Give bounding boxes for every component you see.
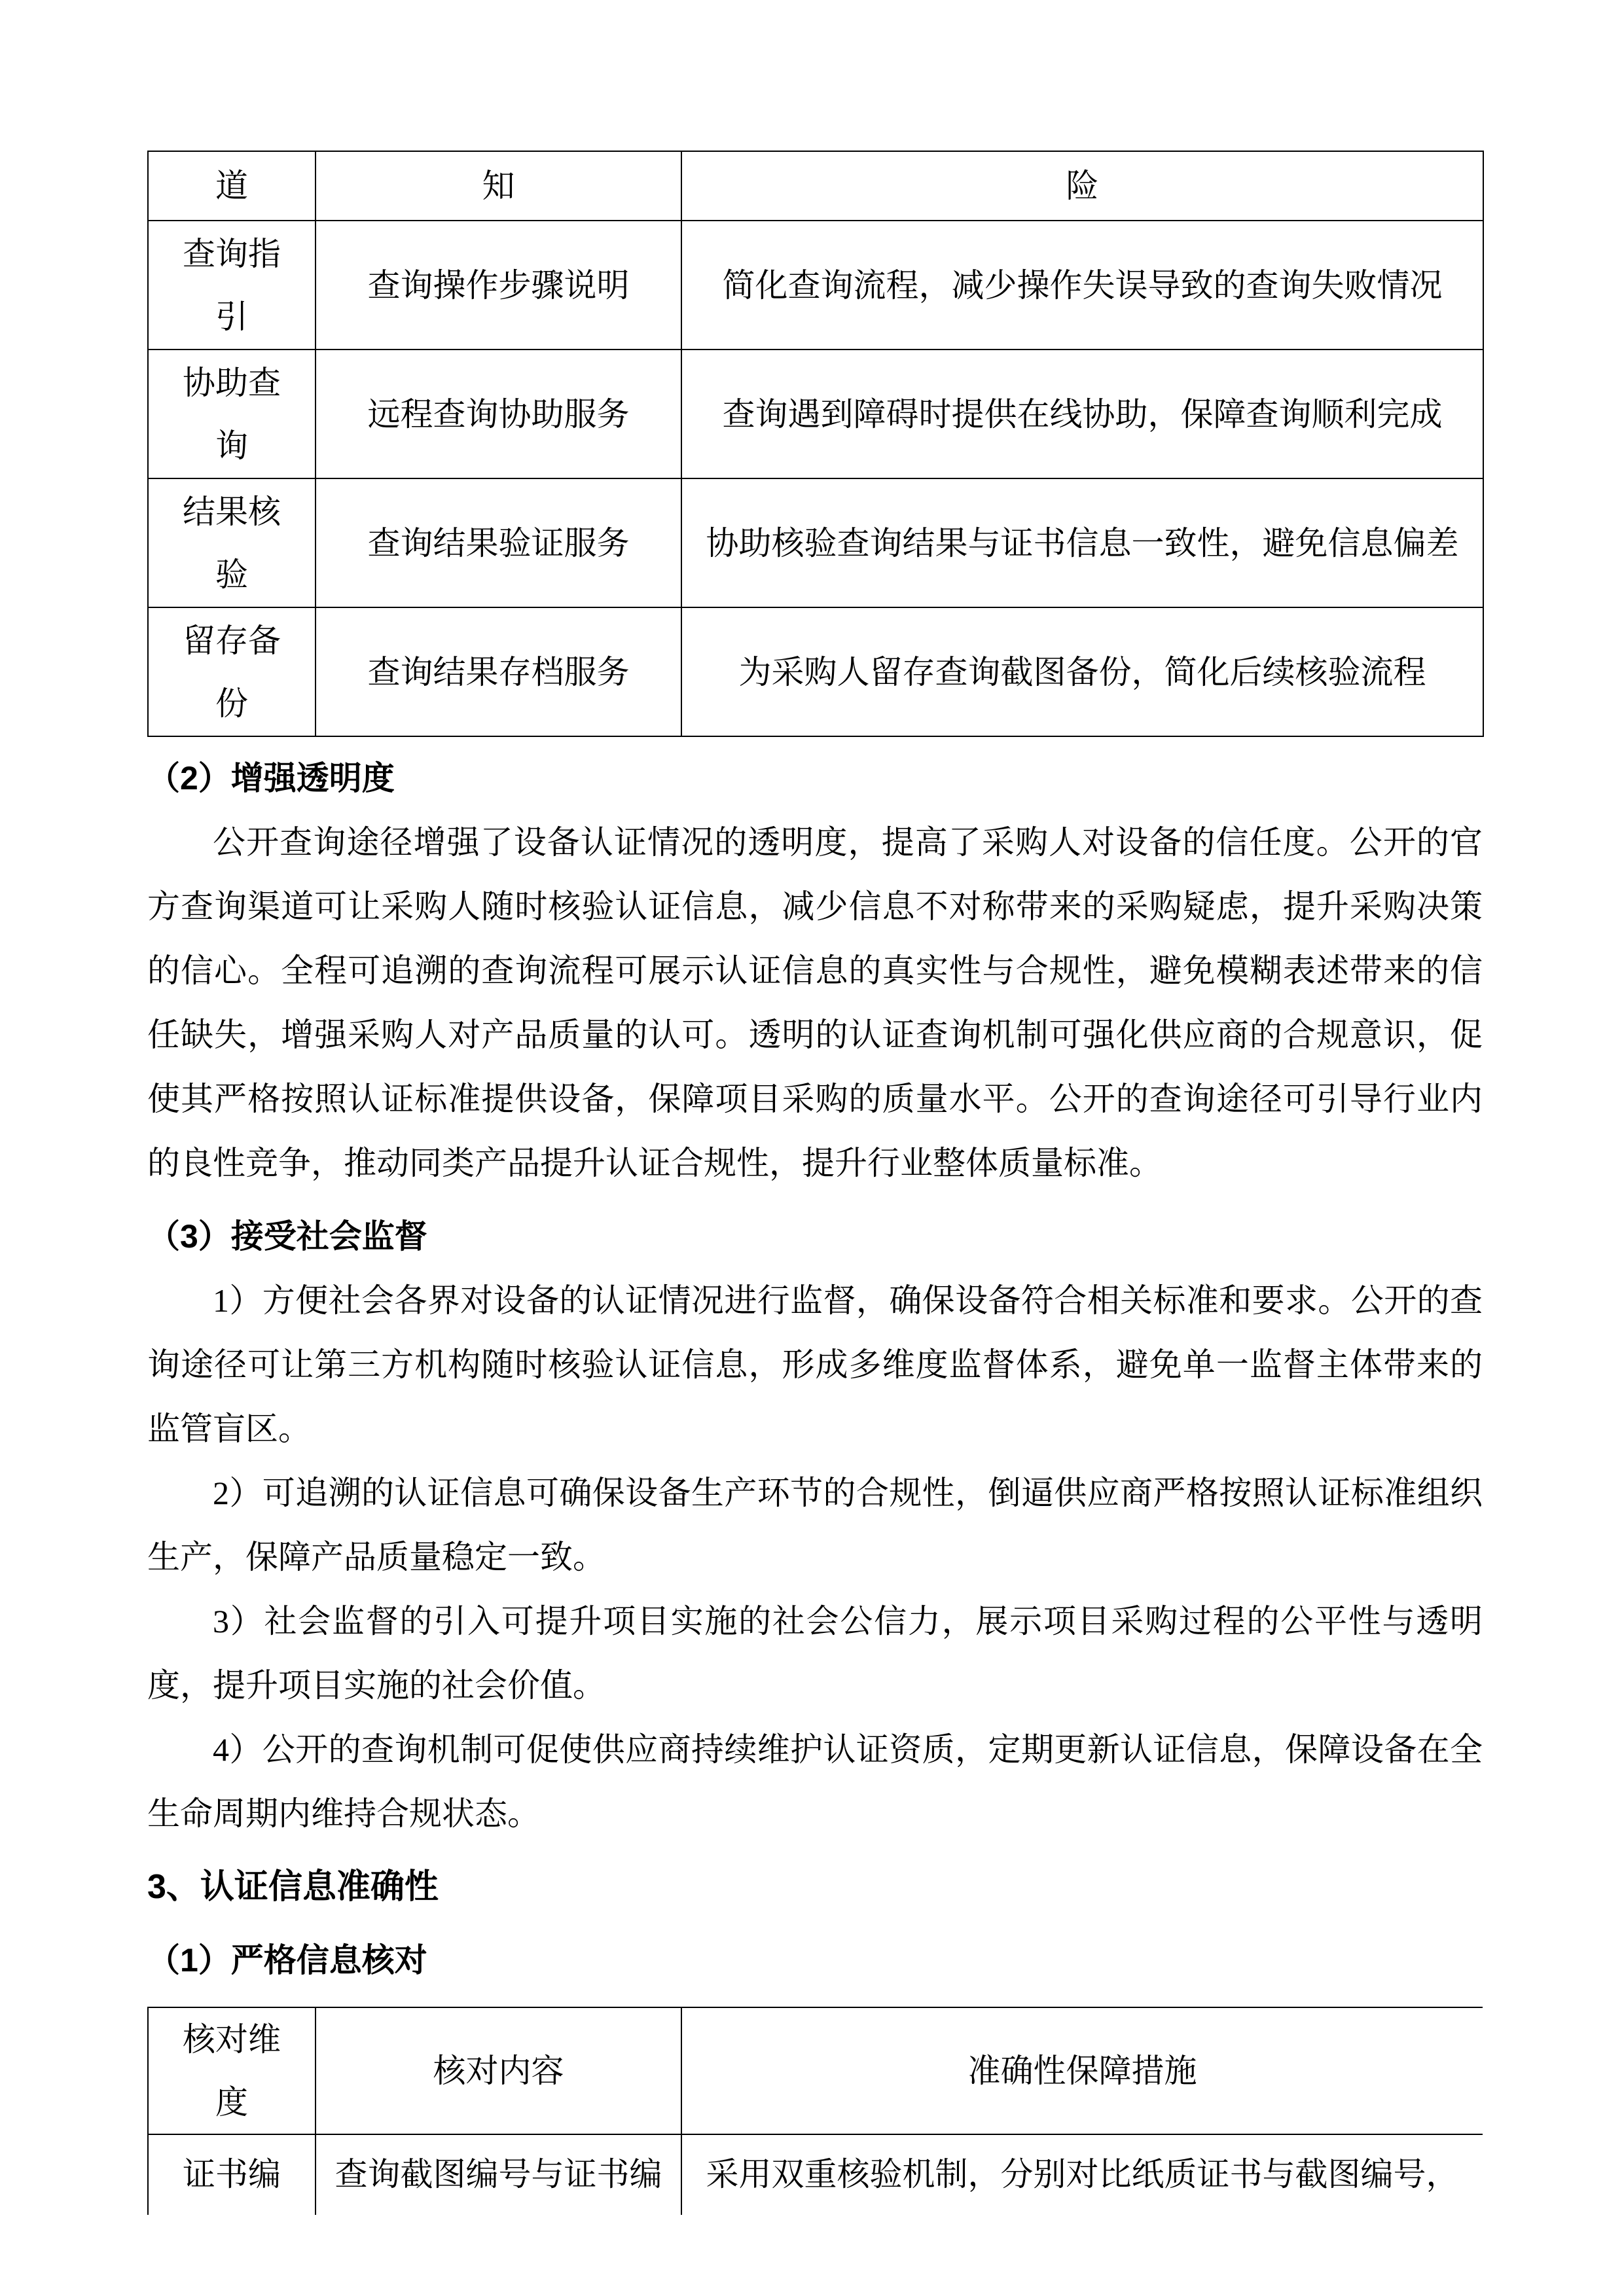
heading-info-check: （1）严格信息核对 [147, 1942, 427, 1979]
paragraph-supervision-1: 1）方便社会各界对设备的认证情况进行监督，确保设备符合相关标准和要求。公开的查询途径可让第三方机构随时核验认证信息，形成多维度监督体系，避免单一监督主体带来的监管盲区。 [147, 1282, 1483, 1447]
cell-effect: 简化查询流程，减少操作失误导致的查询失败情况 [681, 221, 1483, 350]
header-cell-channel: 道 [148, 151, 316, 221]
info-check-table [147, 2007, 1483, 2215]
cell-channel-name: 协助查询 [148, 350, 316, 478]
paragraph-transparency: 公开查询途径增强了设备认证情况的透明度，提高了采购人对设备的信任度。公开的官方查询渠道可让采购人随时核验认证信息，减少信息不对称带来的采购疑虑，提升采购决策的信心。全程可追溯的查询流程可展示认证信息的真实性与合规性，避免模糊表述带来的信任缺失，增强采购人对产品质量的认可。透明的认证查询机制可强化供应商的合规意识，促使其严格按照认证标准提供设备，保障项目采购的质量水平。公开的查询途径可引导行业内的良性竞争，推动同类产品提升认证合规性，提升行业整体质量标准。 [147, 824, 1483, 1181]
heading-supervision: （3）接受社会监督 [147, 1218, 427, 1255]
header-cell-content: 知 [316, 151, 681, 221]
table-row [148, 2134, 1483, 2215]
paragraph-supervision-2: 2）可追溯的认证信息可确保设备生产环节的合规性，倒逼供应商严格按照认证标准组织生产，保障产品质量稳定一致。 [147, 1475, 1483, 1575]
cell-effect: 协助核验查询结果与证书信息一致性，避免信息偏差 [681, 478, 1483, 607]
cell-measure: 采用双重核验机制，分别对比纸质证书与截图编号， [681, 2134, 1483, 2215]
paragraph-supervision-3: 3）社会监督的引入可提升项目实施的社会公信力，展示项目采购过程的公平性与透明度，提升项目实施的社会价值。 [147, 1603, 1483, 1704]
heading-accuracy: 3、认证信息准确性 [147, 1868, 439, 1906]
table-row [148, 221, 1483, 350]
cell-channel-name: 结果核验 [148, 478, 316, 607]
info-check-table-clip [147, 2007, 1483, 2215]
table-row [148, 350, 1483, 478]
cell-effect: 查询遇到障碍时提供在线协助，保障查询顺利完成 [681, 350, 1483, 478]
header-cell-risk: 险 [681, 151, 1483, 221]
heading-transparency: （2）增强透明度 [147, 760, 395, 797]
cell-dimension: 证书编 [148, 2134, 316, 2215]
header-cell-check-content: 核对内容 [316, 2007, 681, 2134]
cell-check-content: 查询截图编号与证书编 [316, 2134, 681, 2215]
cell-effect: 为采购人留存查询截图备份，简化后续核验流程 [681, 607, 1483, 736]
header-cell-dimension: 核对维度 [148, 2007, 316, 2134]
cell-service-content: 远程查询协助服务 [316, 350, 681, 478]
table-row [148, 607, 1483, 736]
paragraph-supervision-4: 4）公开的查询机制可促使供应商持续维护认证资质，定期更新认证信息，保障设备在全生命周期内维持合规状态。 [147, 1731, 1483, 1832]
table-header-row [148, 151, 1483, 221]
cell-service-content: 查询操作步骤说明 [316, 221, 681, 350]
cell-channel-name: 留存备份 [148, 607, 316, 736]
header-cell-measure: 准确性保障措施 [681, 2007, 1483, 2134]
table-header-row [148, 2007, 1483, 2134]
cell-service-content: 查询结果存档服务 [316, 607, 681, 736]
cell-service-content: 查询结果验证服务 [316, 478, 681, 607]
query-channel-table [147, 151, 1484, 737]
table-row [148, 478, 1483, 607]
cell-channel-name: 查询指引 [148, 221, 316, 350]
